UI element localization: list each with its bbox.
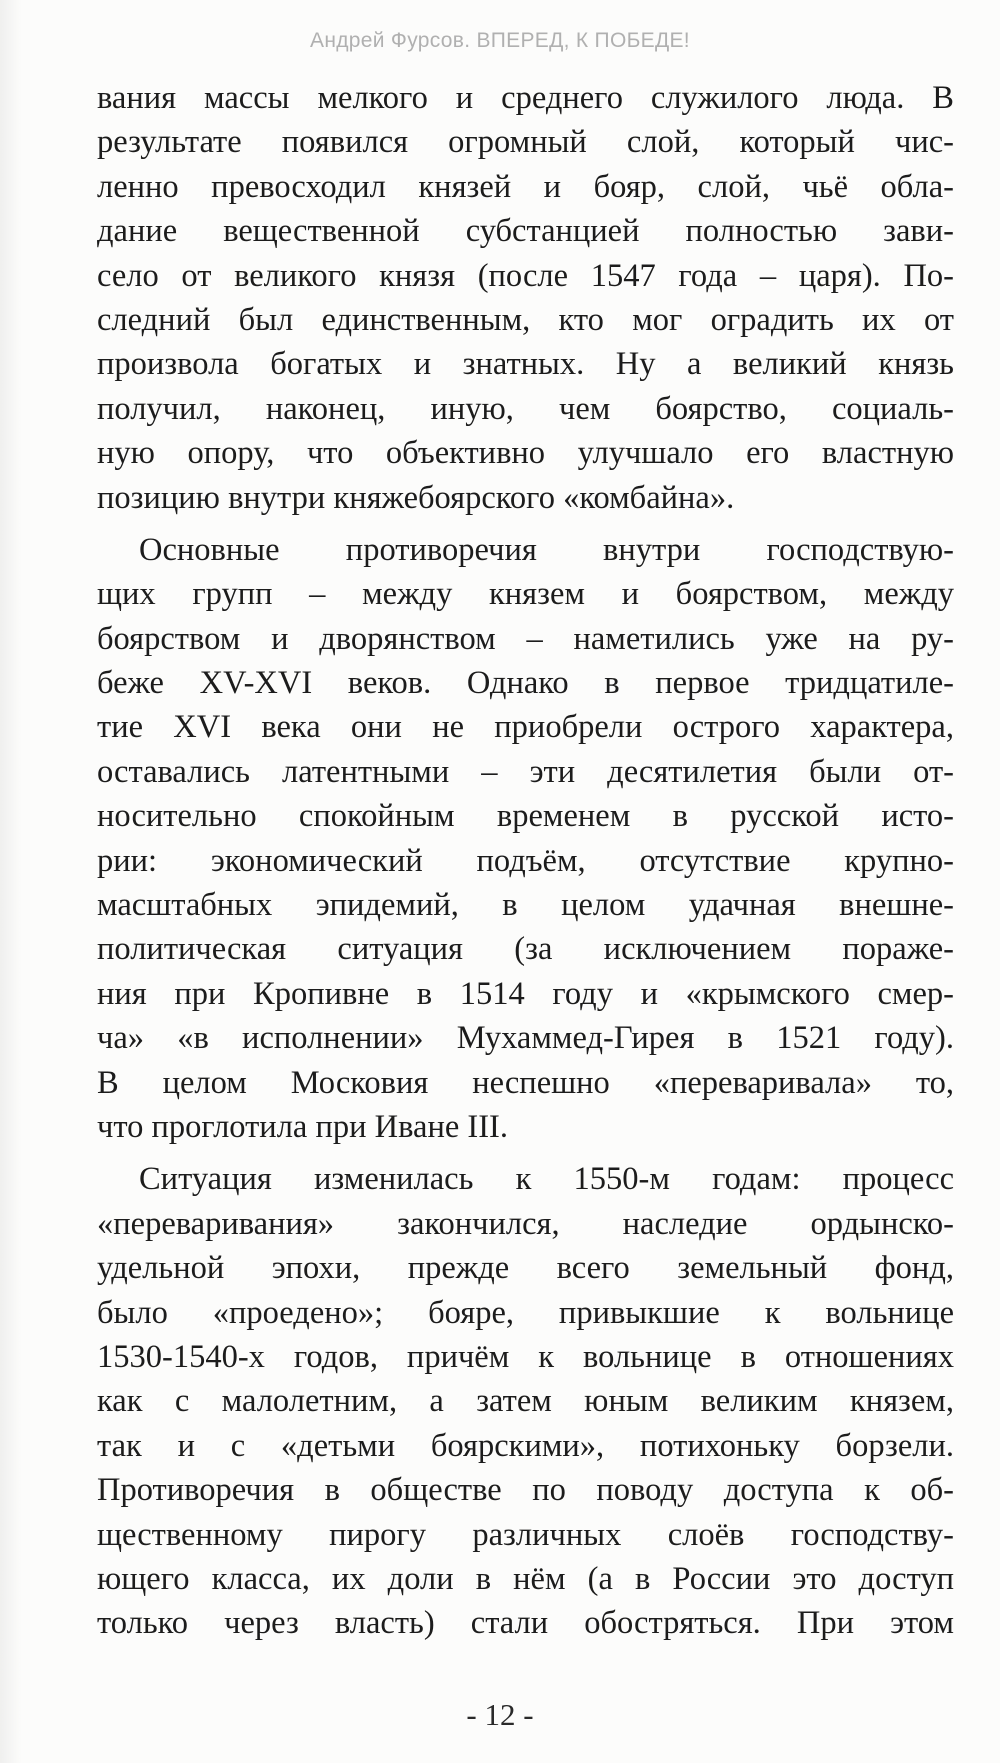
- text-line: село от великого князя (после 1547 года – царя). По-: [97, 257, 954, 294]
- text-line: боярством и дворянством – наметились уже на ру-: [97, 620, 954, 657]
- text-line: щественному пирогу различных слоёв господству-: [97, 1516, 954, 1553]
- page-number: - 12 -: [466, 1697, 534, 1732]
- text-line: носительно спокойным временем в русской исто-: [97, 798, 954, 835]
- text-line: результате появился огромный слой, который чис-: [97, 124, 954, 161]
- text-line: только через власть) стали обостряться. При этом: [97, 1605, 954, 1642]
- paragraph: [97, 76, 954, 520]
- text-line: оставались латентными – эти десятилетия были от-: [97, 753, 954, 790]
- text-line: тие XVI века они не приобрели острого характера,: [97, 709, 954, 746]
- text-line: 1530-1540-х годов, причём к вольнице в отношениях: [97, 1338, 954, 1375]
- text-line: «переваривания» закончился, наследие ордынско-: [97, 1205, 954, 1242]
- text-line: Ситуация изменилась к 1550-м годам: процесс: [139, 1161, 954, 1198]
- text-line: беже XV-XVI веков. Однако в первое тридцатиле-: [97, 665, 954, 702]
- binding-shadow: [0, 0, 22, 1763]
- text-line: вания массы мелкого и среднего служилого люда. В: [97, 80, 954, 116]
- text-line: масштабных эпидемий, в целом удачная внешне-: [97, 887, 954, 924]
- text-line: Основные противоречия внутри господствую-: [139, 531, 954, 568]
- text-line: ча» «в исполнении» Мухаммед-Гирея в 1521 году).: [97, 1020, 954, 1057]
- text-line: щих групп – между князем и боярством, между: [97, 576, 954, 613]
- paragraph: [97, 1157, 954, 1645]
- text-line: так и с «детьми боярскими», потихоньку борзели.: [97, 1427, 954, 1464]
- text-line: было «проедено»; бояре, привыкшие к вольнице: [97, 1294, 954, 1331]
- text-line: произвола богатых и знатных. Ну а великий князь: [97, 346, 954, 383]
- text-line: В целом Московия неспешно «переваривала» то,: [97, 1064, 954, 1101]
- running-head: Андрей Фурсов. ВПЕРЕД, К ПОБЕДЕ!: [310, 29, 690, 52]
- text-line: политическая ситуация (за исключением пораже-: [97, 931, 954, 968]
- text-line: ную опору, что объективно улучшало его властную: [97, 435, 954, 472]
- text-line: ющего класса, их доли в нём (а в России это доступ: [97, 1560, 954, 1597]
- text-line: как с малолетним, а затем юным великим князем,: [97, 1383, 954, 1420]
- body-text: [97, 76, 954, 1646]
- text-line: дание вещественной субстанцией полностью зави-: [97, 213, 954, 250]
- text-line: рии: экономический подъём, отсутствие крупно-: [97, 842, 954, 879]
- text-line: удельной эпохи, прежде всего земельный фонд,: [97, 1250, 954, 1287]
- text-line: что проглотила при Иване III.: [97, 1108, 508, 1145]
- paragraph: [97, 528, 954, 1149]
- text-line: Противоречия в обществе по поводу доступа к об-: [97, 1472, 954, 1509]
- text-line: ленно превосходил князей и бояр, слой, чьё обла-: [97, 168, 954, 205]
- text-line: позицию внутри княжебоярского «комбайна».: [97, 479, 735, 516]
- text-line: ния при Кропивне в 1514 году и «крымского смер-: [97, 975, 954, 1012]
- text-line: следний был единственным, кто мог оградить их от: [97, 301, 954, 338]
- text-line: получил, наконец, иную, чем боярство, социаль-: [97, 390, 954, 427]
